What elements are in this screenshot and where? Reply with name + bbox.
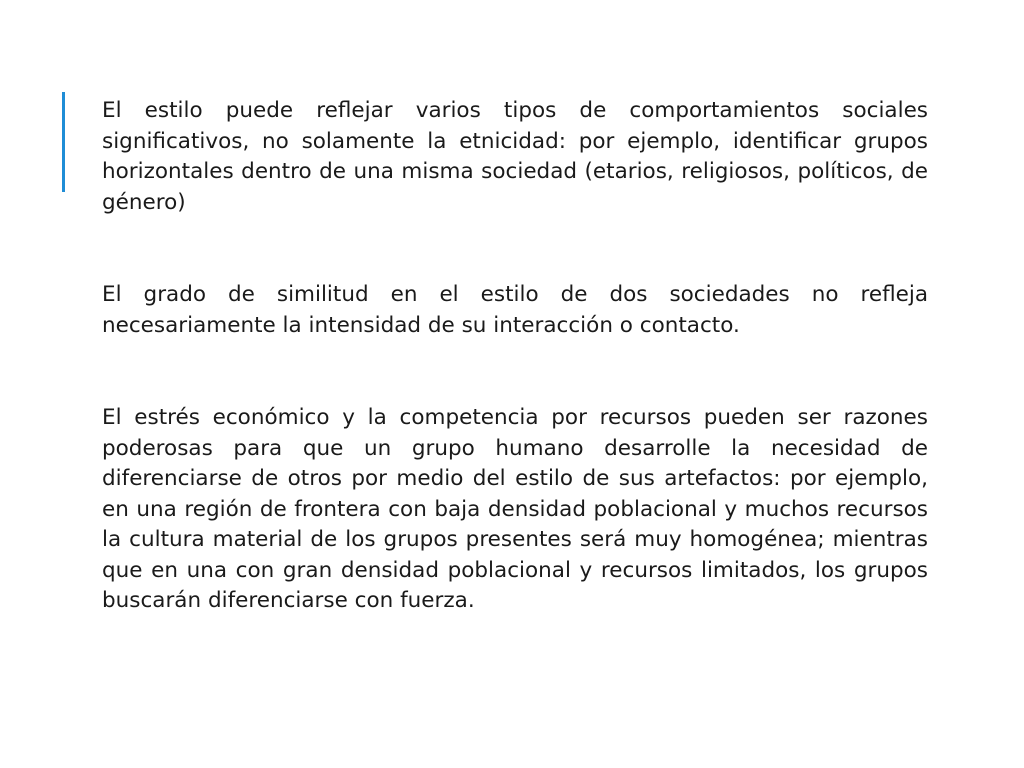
accent-bar [62,92,65,192]
paragraph-style-similarity: El grado de similitud en el estilo de dos sociedades no refleja necesariamente la intensidad de su interacción o contacto. [102,282,928,338]
paragraph-style-social-behaviors: El estilo puede reflejar varios tipos de comportamientos sociales significativos, no solamente la etnicidad: por ejemplo, identificar grupos horizontales dentro de una misma sociedad (etarios, religiosos, políticos, de género) [102,98,928,215]
slide-content [102,96,928,617]
paragraph-economic-stress: El estrés económico y la competencia por recursos pueden ser razones poderosas para que un grupo humano desarrolle la necesidad de diferenciarse de otros por medio del estilo de sus artefactos: por ejemplo, en una región de frontera con baja densidad poblacional y muchos recursos la cultura material de los grupos presentes será muy homogénea; mientras que en una con gran densidad poblacional y recursos limitados, los grupos buscarán diferenciarse con fuerza. [102,405,928,613]
